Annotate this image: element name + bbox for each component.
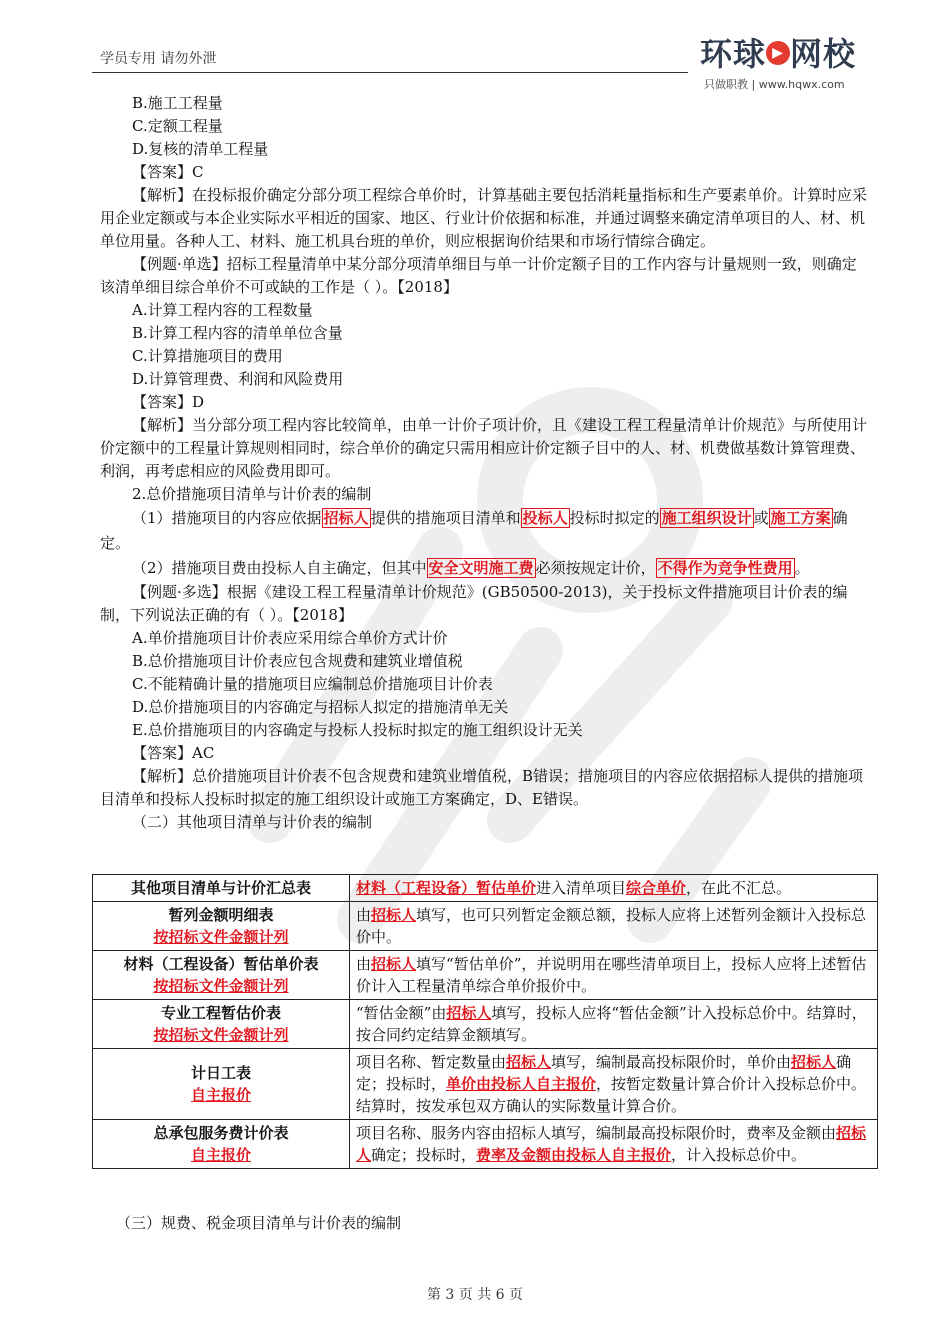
document-body xyxy=(100,92,870,834)
highlight-tenderer: 招标人 xyxy=(323,509,369,527)
label-note: 按招标文件金额计列 xyxy=(153,928,289,946)
row-2-desc xyxy=(350,902,878,951)
q3-option-d: D.总价措施项目的内容确定与招标人拟定的措施清单无关 xyxy=(132,698,509,716)
logo-text-b: 网校 xyxy=(790,35,857,73)
q3-option-a: A.单价措施项目计价表应采用综合单价方式计价 xyxy=(132,629,448,647)
text-run: 进入清单项目 xyxy=(536,879,627,897)
table-row xyxy=(93,1049,878,1120)
label-main: 材料（工程设备）暂估单价表 xyxy=(123,955,319,973)
highlight-non-competitive: 不得作为竞争性费用 xyxy=(657,559,793,577)
label-main: 专业工程暂估价表 xyxy=(160,1004,281,1022)
row-3-desc xyxy=(350,951,878,1000)
text-run: ，计入投标总价中。 xyxy=(671,1146,807,1164)
page-footer: 第 3 页 共 6 页 xyxy=(426,1287,524,1303)
text-run: ，按暂定数量计算合价计入投标总价中。结算时，按发承包双方确认的实际数量计算合价。 xyxy=(356,1075,867,1115)
row-4-desc xyxy=(350,1000,878,1049)
highlight-construction-design: 施工组织设计 xyxy=(661,509,752,527)
q3-option-e: E.总价措施项目的内容确定与投标人投标时拟定的施工组织设计无关 xyxy=(132,721,583,739)
measure-paragraph-1 xyxy=(100,506,870,556)
row-6-label xyxy=(93,1120,350,1169)
section-2-title: 2.总价措施项目清单与计价表的编制 xyxy=(132,485,372,503)
emphasis: 招标人 xyxy=(506,1053,552,1071)
q2-option-c: C.计算措施项目的费用 xyxy=(132,347,283,365)
measure-paragraph-2 xyxy=(100,556,870,581)
text-run: 投标时拟定的 xyxy=(569,509,660,527)
emphasis: 招标人 xyxy=(446,1004,492,1022)
q2-option-d: D.计算管理费、利润和风险费用 xyxy=(132,370,344,388)
q1-option-c: C.定额工程量 xyxy=(132,117,223,135)
text-run: 确定；投标时， xyxy=(371,1146,477,1164)
q1-analysis: 【解析】在投标报价确定分部分项工程综合单价时，计算基础主要包括消耗量指标和生产要素单价。计算时应采用企业定额或与本企业实际水平相近的国家、地区、行业计价依据和标准，并通过调整来确定清单项目的人、材、机单位用量。各种人工、材料、施工机具台班的单价，则应根据询价结果和市场行情综合确定。 xyxy=(100,186,868,250)
text-run: 由 xyxy=(356,955,372,973)
logo-tagline: 只做职教 | www.hqwx.com xyxy=(704,78,845,91)
label-note: 按招标文件金额计列 xyxy=(153,1026,289,1044)
table-row xyxy=(93,875,878,902)
text-run: “暂估金额”由 xyxy=(356,1004,447,1022)
text-run: 必须按规定计价， xyxy=(535,559,656,577)
emphasis: 招标人 xyxy=(791,1053,837,1071)
label-main: 计日工表 xyxy=(190,1064,251,1082)
text-run: 填写，也可只列暂定金额总额，投标人应将上述暂列金额计入投标总价中。 xyxy=(356,906,867,946)
table-row xyxy=(93,902,878,951)
text-run: 项目名称、暂定数量由 xyxy=(356,1053,507,1071)
play-icon: ▶ xyxy=(766,41,790,65)
emphasis: 费率及金额由投标人自主报价 xyxy=(476,1146,672,1164)
q1-option-b: B.施工工程量 xyxy=(132,94,223,112)
text-run: 由 xyxy=(356,906,372,924)
highlight-construction-plan: 施工方案 xyxy=(770,509,831,527)
row-6-desc xyxy=(350,1120,878,1169)
row-3-label xyxy=(93,951,350,1000)
q3-option-b: B.总价措施项目计价表应包含规费和建筑业增值税 xyxy=(132,652,463,670)
emphasis: 单价由投标人自主报价 xyxy=(446,1075,597,1093)
q3-analysis: 【解析】总价措施项目计价表不包含规费和建筑业增值税，B错误；措施项目的内容应依据招标人提供的措施项目清单和投标人投标时拟定的施工组织设计或施工方案确定，D、E错误。 xyxy=(100,767,864,808)
header-confidential-note: 学员专用 请勿外泄 xyxy=(100,51,217,67)
label-note: 按招标文件金额计列 xyxy=(153,977,289,995)
emphasis: 招标人 xyxy=(371,955,417,973)
label-note: 自主报价 xyxy=(190,1086,251,1104)
text-run: 确定。 xyxy=(100,509,848,552)
table-row xyxy=(93,951,878,1000)
brand-logo xyxy=(700,36,875,98)
q2-option-b: B.计算工程内容的清单单位含量 xyxy=(132,324,343,342)
text-run: （2）措施项目费由投标人自主确定，但其中 xyxy=(132,559,427,577)
text-run: 提供的措施项目清单和 xyxy=(370,509,521,527)
text-run: ，在此不汇总。 xyxy=(686,879,792,897)
highlight-safety-fee: 安全文明施工费 xyxy=(428,559,534,577)
q3-stem: 【例题·多选】根据《建设工程工程量清单计价规范》(GB50500-2013)，关于投标文件措施项目计价表的编制，下列说法正确的有（ ）。【2018】 xyxy=(100,583,848,624)
emphasis: 材料（工程设备）暂估单价 xyxy=(356,879,537,897)
emphasis: 综合单价 xyxy=(626,879,687,897)
table-row xyxy=(93,1000,878,1049)
logo-text-a: 环球 xyxy=(700,35,767,73)
text-run: 填写，编制最高投标限价时，单价由 xyxy=(551,1053,792,1071)
text-run: 项目名称、服务内容由招标人填写，编制最高投标限价时，费率及金额由 xyxy=(356,1124,837,1142)
row-1-desc xyxy=(350,875,878,902)
text-run: 确定；投标时， xyxy=(356,1053,852,1093)
row-1-label: 其他项目清单与计价汇总表 xyxy=(93,875,350,902)
q2-stem: 【例题·单选】招标工程量清单中某分部分项清单细目与单一计价定额子目的工作内容与计量规则一致，则确定该清单细目综合单价不可或缺的工作是（ ）。【2018】 xyxy=(100,255,857,296)
text-run: （1）措施项目的内容应依据 xyxy=(132,509,322,527)
row-5-desc xyxy=(350,1049,878,1120)
q1-answer: 【答案】C xyxy=(132,163,204,181)
label-main: 总承包服务费计价表 xyxy=(153,1124,289,1142)
highlight-bidder: 投标人 xyxy=(522,509,568,527)
q2-analysis: 【解析】当分部分项工程内容比较简单，由单一计价子项计价，且《建设工程工程量清单计价规范》与所使用计价定额中的工程量计算规则相同时，综合单价的确定只需用相应计价定额子目中的人、材、机费做基数计算管理费、利润，再考虑相应的风险费用即可。 xyxy=(100,416,868,480)
section-other-title: （二）其他项目清单与计价表的编制 xyxy=(132,813,373,831)
label-main: 暂列金额明细表 xyxy=(168,906,274,924)
label-note: 自主报价 xyxy=(190,1146,251,1164)
row-4-label xyxy=(93,1000,350,1049)
text-run: 填写，投标人应将“暂估金额”计入投标总价中。结算时，按合同约定结算金额填写。 xyxy=(356,1004,867,1044)
q2-answer: 【答案】D xyxy=(132,393,205,411)
emphasis: 招标人 xyxy=(356,1124,867,1164)
q3-answer: 【答案】AC xyxy=(132,744,215,762)
text-run: 或 xyxy=(753,509,769,527)
row-2-label xyxy=(93,902,350,951)
section-fees-title xyxy=(100,1212,401,1235)
row-5-label xyxy=(93,1049,350,1120)
table-row xyxy=(93,1120,878,1169)
other-items-table xyxy=(92,874,878,1169)
header-divider xyxy=(92,72,688,73)
q1-option-d: D.复核的清单工程量 xyxy=(132,140,269,158)
q2-option-a: A.计算工程内容的工程数量 xyxy=(132,301,313,319)
q3-option-c: C.不能精确计量的措施项目应编制总价措施项目计价表 xyxy=(132,675,493,693)
emphasis: 招标人 xyxy=(371,906,417,924)
text-run: 。 xyxy=(794,559,810,577)
text-run: 填写“暂估单价”，并说明用在哪些清单项目上，投标人应将上述暂估价计入工程量清单综合单价报价中。 xyxy=(356,955,867,995)
section-fees-text: （三）规费、税金项目清单与计价表的编制 xyxy=(116,1214,402,1232)
